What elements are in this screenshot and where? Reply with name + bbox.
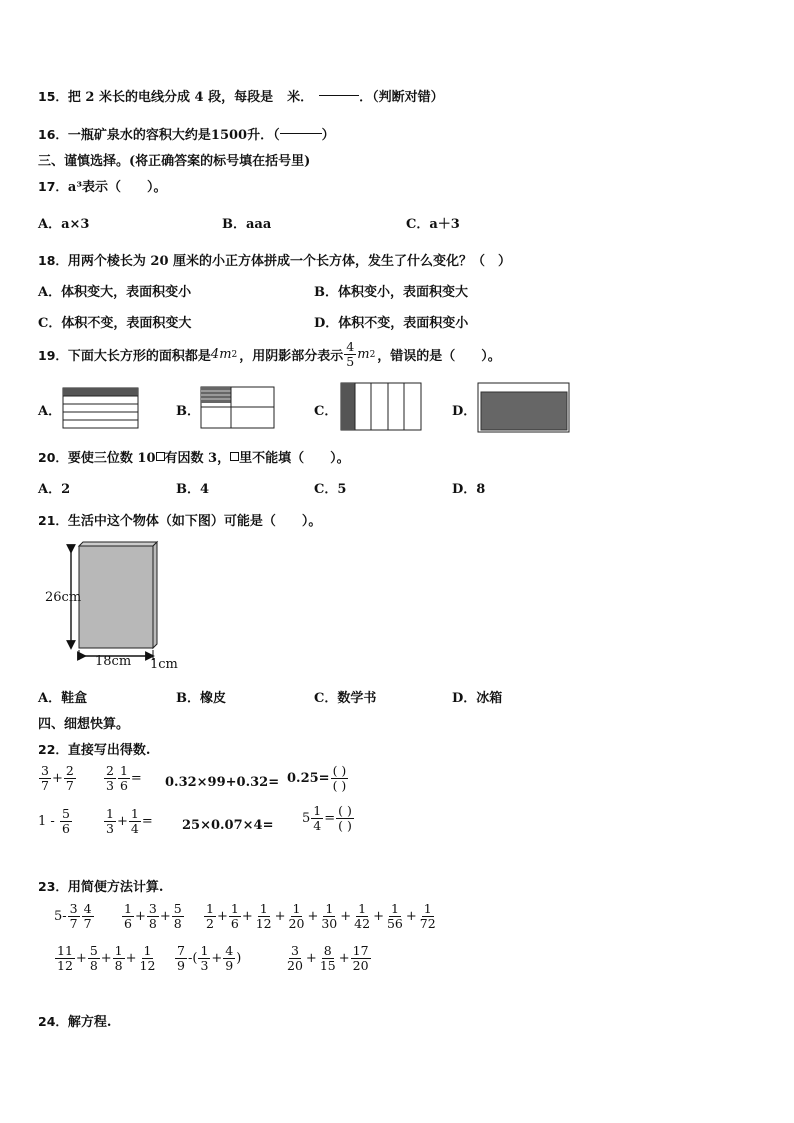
expression: 3 20 + 8 15 + 17 20 <box>287 943 369 973</box>
expression: 25×0.07×4= <box>182 818 274 833</box>
height-label: 26cm <box>45 590 82 605</box>
option-a[interactable]: A． <box>38 404 62 419</box>
question-text: 用两个棱长为 20 厘米的小正方体拼成一个长方体，发生了什么变化？（ ） <box>67 254 512 269</box>
unit: m <box>357 347 370 362</box>
question-number: 24． <box>38 1013 68 1029</box>
option-b[interactable]: B．橡皮 <box>176 691 226 706</box>
expression: 1 3 + $\frac{1}{4}$ = <box>106 806 153 836</box>
expression: 0.25= ( ) ( ) <box>287 763 347 793</box>
option-a[interactable]: A．2 <box>38 482 71 497</box>
question-number: 16． <box>38 126 68 142</box>
option-d[interactable]: D．冰箱 <box>452 691 503 706</box>
thickness-label: 1cm <box>150 657 178 672</box>
option-c[interactable]: C．体积不变，表面积变大 <box>38 316 192 331</box>
question-text: 直接写出得数. <box>67 743 151 758</box>
question-22 <box>38 739 150 758</box>
figure-a[interactable] <box>62 387 140 429</box>
option-b[interactable]: B．4 <box>176 482 210 497</box>
question-21 <box>38 510 321 529</box>
question-number: 22． <box>38 741 68 757</box>
figure-c[interactable] <box>340 382 424 432</box>
question-number: 20． <box>38 449 68 465</box>
option-d[interactable]: D．体积不变，表面积变小 <box>314 316 469 331</box>
expression: 7 9 - ( 1 3 + 4 9 ) <box>177 943 242 973</box>
question-19 <box>38 340 501 369</box>
expression: 0.32×99+0.32= <box>165 775 280 790</box>
question-text: 下面大长方形的面积都是 <box>67 349 211 364</box>
fraction: 4 5 <box>346 339 355 369</box>
question-text: 米． <box>287 90 314 105</box>
question-text: a³表示（ ）。 <box>67 180 167 195</box>
answer-blank[interactable] <box>280 133 322 134</box>
option-a[interactable]: A．体积变大，表面积变小 <box>38 285 192 300</box>
option-c[interactable]: C． <box>314 404 338 419</box>
answer-blank[interactable] <box>319 95 359 96</box>
section-heading: 四、细想快算。 <box>38 717 130 732</box>
expression: 3 7 + $\frac{2}{7}$ <box>41 763 74 793</box>
question-text: 里不能填（ ）。 <box>239 451 350 466</box>
option-d[interactable]: D． <box>452 404 477 419</box>
question-number: 15． <box>38 88 68 104</box>
square-box-icon <box>230 452 239 461</box>
expression: 5 $\frac{1}{4}$ = ( ) ( ) <box>302 803 352 833</box>
question-number: 19． <box>38 347 68 363</box>
option-b[interactable]: B．体积变小，表面积变大 <box>314 285 468 300</box>
question-text: ，错误的是（ ）。 <box>377 349 501 364</box>
width-label: 18cm <box>95 654 132 669</box>
question-text: 一瓶矿泉水的容积大约是1500升．（ <box>67 128 280 143</box>
question-number: 21． <box>38 512 68 528</box>
expression: 5- 3 7 4 7 <box>54 901 92 931</box>
question-text: ．（判断对错） <box>359 90 444 105</box>
question-20 <box>38 447 350 466</box>
question-number: 23． <box>38 878 68 894</box>
expression: 11 12 + 5 8 + 1 8 + 1 12 <box>57 943 156 973</box>
exponent: 2 <box>231 349 238 360</box>
question-17 <box>38 176 167 195</box>
question-15 <box>38 86 444 105</box>
question-text: 要使三位数 10 <box>67 451 156 466</box>
question-number: 18． <box>38 252 68 268</box>
figure-d[interactable] <box>477 382 571 434</box>
exponent: 2 <box>369 349 376 360</box>
question-text: 用简便方法计算. <box>67 880 164 895</box>
option-a[interactable]: A．a×3 <box>38 217 90 232</box>
area-value: 4m <box>210 347 232 362</box>
square-box-icon <box>156 452 165 461</box>
question-16 <box>38 124 335 143</box>
option-b[interactable]: B． <box>176 404 200 419</box>
question-number: 17． <box>38 178 68 194</box>
question-18 <box>38 250 511 269</box>
figure-b[interactable] <box>200 386 276 430</box>
option-b[interactable]: B．aaa <box>222 217 272 232</box>
question-text: 把 2 米长的电线分成 4 段，每段是 <box>67 90 274 105</box>
option-c[interactable]: C．a＋3 <box>406 217 460 232</box>
question-24 <box>38 1011 111 1030</box>
question-text: 解方程. <box>67 1015 112 1030</box>
expression: 1 6 + 3 8 + 5 8 <box>124 901 182 931</box>
question-text: ） <box>321 128 335 143</box>
option-c[interactable]: C．数学书 <box>314 691 377 706</box>
question-text: 有因数 3， <box>164 451 231 466</box>
question-text: 生活中这个物体（如下图）可能是（ ）。 <box>67 514 322 529</box>
option-d[interactable]: D．8 <box>452 482 486 497</box>
expression-series: 1 2 + 1 6 + 1 12 + 1 20 + 1 30 + 1 42 + 1 56 + 1 72 <box>206 901 436 931</box>
expression: 2 3 $\frac{1}{6}$ = <box>106 763 142 793</box>
question-text: ，用阴影部分表示 <box>239 349 344 364</box>
option-a[interactable]: A．鞋盒 <box>38 691 88 706</box>
expression: 1 - 5 6 <box>38 806 70 836</box>
question-23 <box>38 876 163 895</box>
option-c[interactable]: C．5 <box>314 482 347 497</box>
section-heading: 三、谨慎选择。(将正确答案的标号填在括号里) <box>38 154 311 169</box>
